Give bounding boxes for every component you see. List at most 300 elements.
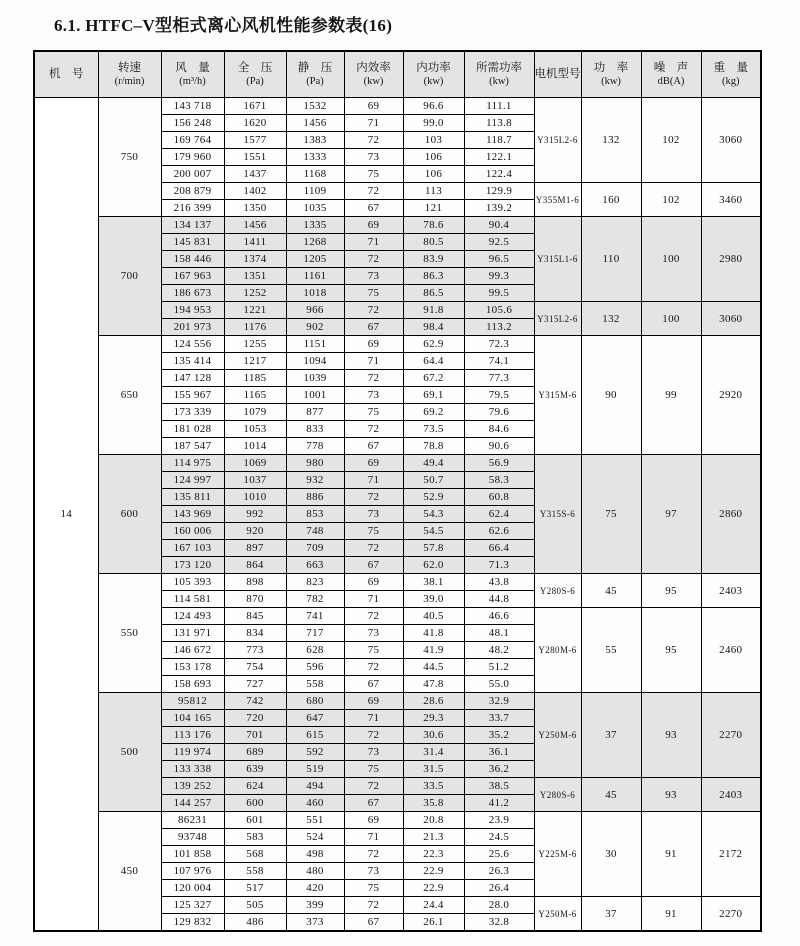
required-power-cell: 58.3 <box>464 472 534 489</box>
col-header-unit: (kw) <box>363 76 384 88</box>
internal-power-cell: 86.3 <box>403 268 464 285</box>
internal-power-cell: 78.6 <box>403 217 464 234</box>
total-pressure-cell: 727 <box>224 676 286 693</box>
air-volume-cell: 173 120 <box>161 557 224 574</box>
required-power-cell: 32.9 <box>464 693 534 710</box>
motor-power-cell: 132 <box>581 98 641 183</box>
required-power-cell: 43.8 <box>464 574 534 591</box>
internal-efficiency-cell: 72 <box>344 183 403 200</box>
table-body <box>34 98 761 932</box>
internal-efficiency-cell: 69 <box>344 217 403 234</box>
internal-efficiency-cell: 71 <box>344 115 403 132</box>
speed-cell: 750 <box>98 98 161 217</box>
required-power-cell: 66.4 <box>464 540 534 557</box>
static-pressure-cell: 647 <box>286 710 344 727</box>
required-power-cell: 33.7 <box>464 710 534 727</box>
total-pressure-cell: 568 <box>224 846 286 863</box>
total-pressure-cell: 558 <box>224 863 286 880</box>
motor-noise-cell: 99 <box>641 336 701 455</box>
static-pressure-cell: 596 <box>286 659 344 676</box>
total-pressure-cell: 1437 <box>224 166 286 183</box>
static-pressure-cell: 1151 <box>286 336 344 353</box>
col-header-internal-power <box>403 51 464 98</box>
air-volume-cell: 93748 <box>161 829 224 846</box>
required-power-cell: 113.2 <box>464 319 534 336</box>
internal-power-cell: 57.8 <box>403 540 464 557</box>
motor-power-cell: 90 <box>581 336 641 455</box>
internal-efficiency-cell: 75 <box>344 880 403 897</box>
internal-power-cell: 31.5 <box>403 761 464 778</box>
motor-noise-cell: 91 <box>641 812 701 897</box>
speed-cell: 700 <box>98 217 161 336</box>
table-row <box>34 98 761 115</box>
internal-power-cell: 69.1 <box>403 387 464 404</box>
air-volume-cell: 187 547 <box>161 438 224 455</box>
col-header-label: 内效率 <box>356 61 391 74</box>
required-power-cell: 23.9 <box>464 812 534 829</box>
total-pressure-cell: 1185 <box>224 370 286 387</box>
internal-efficiency-cell: 72 <box>344 251 403 268</box>
total-pressure-cell: 742 <box>224 693 286 710</box>
internal-power-cell: 54.5 <box>403 523 464 540</box>
total-pressure-cell: 1671 <box>224 98 286 115</box>
motor-power-cell: 37 <box>581 897 641 932</box>
required-power-cell: 122.4 <box>464 166 534 183</box>
internal-power-cell: 21.3 <box>403 829 464 846</box>
internal-efficiency-cell: 73 <box>344 863 403 880</box>
header-row <box>34 51 761 98</box>
internal-efficiency-cell: 72 <box>344 897 403 914</box>
required-power-cell: 62.4 <box>464 506 534 523</box>
internal-efficiency-cell: 71 <box>344 472 403 489</box>
internal-power-cell: 47.8 <box>403 676 464 693</box>
motor-noise-cell: 97 <box>641 455 701 574</box>
internal-power-cell: 62.9 <box>403 336 464 353</box>
required-power-cell: 48.2 <box>464 642 534 659</box>
air-volume-cell: 158 446 <box>161 251 224 268</box>
total-pressure-cell: 1221 <box>224 302 286 319</box>
total-pressure-cell: 1053 <box>224 421 286 438</box>
internal-power-cell: 24.4 <box>403 897 464 914</box>
air-volume-cell: 200 007 <box>161 166 224 183</box>
internal-efficiency-cell: 72 <box>344 489 403 506</box>
motor-power-cell: 45 <box>581 574 641 608</box>
static-pressure-cell: 1018 <box>286 285 344 302</box>
internal-power-cell: 67.2 <box>403 370 464 387</box>
air-volume-cell: 169 764 <box>161 132 224 149</box>
static-pressure-cell: 680 <box>286 693 344 710</box>
air-volume-cell: 139 252 <box>161 778 224 795</box>
air-volume-cell: 144 257 <box>161 795 224 812</box>
required-power-cell: 72.3 <box>464 336 534 353</box>
static-pressure-cell: 1383 <box>286 132 344 149</box>
col-header-unit: (r/min) <box>114 76 145 88</box>
static-pressure-cell: 966 <box>286 302 344 319</box>
static-pressure-cell: 1205 <box>286 251 344 268</box>
internal-power-cell: 73.5 <box>403 421 464 438</box>
internal-efficiency-cell: 71 <box>344 353 403 370</box>
col-header-weight <box>701 51 761 98</box>
total-pressure-cell: 1620 <box>224 115 286 132</box>
air-volume-cell: 143 718 <box>161 98 224 115</box>
speed-cell: 500 <box>98 693 161 812</box>
col-header-power <box>581 51 641 98</box>
internal-power-cell: 20.8 <box>403 812 464 829</box>
required-power-cell: 96.5 <box>464 251 534 268</box>
col-header-unit: dB(A) <box>657 76 685 88</box>
motor-weight-cell: 2172 <box>701 812 761 897</box>
static-pressure-cell: 1456 <box>286 115 344 132</box>
air-volume-cell: 133 338 <box>161 761 224 778</box>
total-pressure-cell: 1411 <box>224 234 286 251</box>
air-volume-cell: 147 128 <box>161 370 224 387</box>
motor-noise-cell: 93 <box>641 693 701 778</box>
total-pressure-cell: 920 <box>224 523 286 540</box>
total-pressure-cell: 845 <box>224 608 286 625</box>
required-power-cell: 44.8 <box>464 591 534 608</box>
internal-efficiency-cell: 75 <box>344 523 403 540</box>
static-pressure-cell: 558 <box>286 676 344 693</box>
machine-no-cell: 14 <box>34 98 98 932</box>
air-volume-cell: 124 493 <box>161 608 224 625</box>
required-power-cell: 90.4 <box>464 217 534 234</box>
total-pressure-cell: 1037 <box>224 472 286 489</box>
col-header-label: 机 号 <box>49 68 84 81</box>
col-header-speed <box>98 51 161 98</box>
motor-model-cell: Y315L1-6 <box>534 217 581 302</box>
col-header-label: 所需功率 <box>476 61 522 74</box>
total-pressure-cell: 583 <box>224 829 286 846</box>
internal-power-cell: 54.3 <box>403 506 464 523</box>
static-pressure-cell: 399 <box>286 897 344 914</box>
total-pressure-cell: 1165 <box>224 387 286 404</box>
table-row <box>34 574 761 591</box>
air-volume-cell: 131 971 <box>161 625 224 642</box>
col-header-label: 电机型号 <box>534 68 581 81</box>
speed-cell: 650 <box>98 336 161 455</box>
col-header-label: 噪 声 <box>653 61 689 74</box>
static-pressure-cell: 1094 <box>286 353 344 370</box>
motor-power-cell: 110 <box>581 217 641 302</box>
static-pressure-cell: 886 <box>286 489 344 506</box>
motor-model-cell: Y315M-6 <box>534 336 581 455</box>
air-volume-cell: 201 973 <box>161 319 224 336</box>
internal-power-cell: 86.5 <box>403 285 464 302</box>
speed-cell: 550 <box>98 574 161 693</box>
col-header-motor-model <box>534 51 581 98</box>
total-pressure-cell: 486 <box>224 914 286 932</box>
col-header-unit: (kw) <box>601 76 621 88</box>
motor-weight-cell: 3060 <box>701 302 761 336</box>
static-pressure-cell: 494 <box>286 778 344 795</box>
motor-weight-cell: 3060 <box>701 98 761 183</box>
required-power-cell: 74.1 <box>464 353 534 370</box>
air-volume-cell: 135 811 <box>161 489 224 506</box>
total-pressure-cell: 517 <box>224 880 286 897</box>
required-power-cell: 26.3 <box>464 863 534 880</box>
total-pressure-cell: 1374 <box>224 251 286 268</box>
total-pressure-cell: 870 <box>224 591 286 608</box>
motor-power-cell: 132 <box>581 302 641 336</box>
col-header-static-pressure <box>286 51 344 98</box>
motor-weight-cell: 2460 <box>701 608 761 693</box>
motor-power-cell: 30 <box>581 812 641 897</box>
air-volume-cell: 107 976 <box>161 863 224 880</box>
total-pressure-cell: 1010 <box>224 489 286 506</box>
internal-efficiency-cell: 73 <box>344 149 403 166</box>
internal-power-cell: 22.9 <box>403 863 464 880</box>
motor-power-cell: 75 <box>581 455 641 574</box>
total-pressure-cell: 1456 <box>224 217 286 234</box>
internal-efficiency-cell: 72 <box>344 778 403 795</box>
internal-power-cell: 78.8 <box>403 438 464 455</box>
motor-noise-cell: 91 <box>641 897 701 932</box>
required-power-cell: 25.6 <box>464 846 534 863</box>
col-header-label: 内功率 <box>416 61 451 74</box>
required-power-cell: 118.7 <box>464 132 534 149</box>
motor-weight-cell: 2920 <box>701 336 761 455</box>
static-pressure-cell: 1161 <box>286 268 344 285</box>
internal-power-cell: 30.6 <box>403 727 464 744</box>
static-pressure-cell: 877 <box>286 404 344 421</box>
total-pressure-cell: 1577 <box>224 132 286 149</box>
motor-noise-cell: 102 <box>641 183 701 217</box>
internal-power-cell: 50.7 <box>403 472 464 489</box>
col-header-internal-efficiency <box>344 51 403 98</box>
air-volume-cell: 216 399 <box>161 200 224 217</box>
total-pressure-cell: 505 <box>224 897 286 914</box>
required-power-cell: 122.1 <box>464 149 534 166</box>
required-power-cell: 79.6 <box>464 404 534 421</box>
required-power-cell: 41.2 <box>464 795 534 812</box>
air-volume-cell: 95812 <box>161 693 224 710</box>
internal-power-cell: 83.9 <box>403 251 464 268</box>
internal-efficiency-cell: 69 <box>344 574 403 591</box>
internal-power-cell: 98.4 <box>403 319 464 336</box>
internal-efficiency-cell: 72 <box>344 132 403 149</box>
air-volume-cell: 124 997 <box>161 472 224 489</box>
internal-efficiency-cell: 73 <box>344 387 403 404</box>
internal-power-cell: 49.4 <box>403 455 464 472</box>
total-pressure-cell: 1252 <box>224 285 286 302</box>
internal-power-cell: 29.3 <box>403 710 464 727</box>
required-power-cell: 35.2 <box>464 727 534 744</box>
air-volume-cell: 160 006 <box>161 523 224 540</box>
total-pressure-cell: 689 <box>224 744 286 761</box>
internal-efficiency-cell: 75 <box>344 404 403 421</box>
required-power-cell: 60.8 <box>464 489 534 506</box>
total-pressure-cell: 1402 <box>224 183 286 200</box>
static-pressure-cell: 1168 <box>286 166 344 183</box>
internal-efficiency-cell: 73 <box>344 268 403 285</box>
internal-power-cell: 121 <box>403 200 464 217</box>
col-header-label: 全 压 <box>237 61 273 74</box>
motor-model-cell: Y315S-6 <box>534 455 581 574</box>
motor-noise-cell: 100 <box>641 217 701 302</box>
motor-weight-cell: 2270 <box>701 693 761 778</box>
required-power-cell: 99.5 <box>464 285 534 302</box>
air-volume-cell: 104 165 <box>161 710 224 727</box>
motor-model-cell: Y250M-6 <box>534 693 581 778</box>
air-volume-cell: 129 832 <box>161 914 224 932</box>
air-volume-cell: 194 953 <box>161 302 224 319</box>
static-pressure-cell: 1532 <box>286 98 344 115</box>
internal-power-cell: 99.0 <box>403 115 464 132</box>
total-pressure-cell: 1176 <box>224 319 286 336</box>
internal-efficiency-cell: 67 <box>344 319 403 336</box>
total-pressure-cell: 864 <box>224 557 286 574</box>
required-power-cell: 105.6 <box>464 302 534 319</box>
required-power-cell: 99.3 <box>464 268 534 285</box>
col-header-total-pressure <box>224 51 286 98</box>
static-pressure-cell: 628 <box>286 642 344 659</box>
internal-power-cell: 96.6 <box>403 98 464 115</box>
motor-weight-cell: 2403 <box>701 778 761 812</box>
required-power-cell: 77.3 <box>464 370 534 387</box>
internal-power-cell: 62.0 <box>403 557 464 574</box>
static-pressure-cell: 709 <box>286 540 344 557</box>
required-power-cell: 38.5 <box>464 778 534 795</box>
required-power-cell: 46.6 <box>464 608 534 625</box>
static-pressure-cell: 782 <box>286 591 344 608</box>
speed-cell: 600 <box>98 455 161 574</box>
total-pressure-cell: 600 <box>224 795 286 812</box>
internal-efficiency-cell: 69 <box>344 812 403 829</box>
motor-noise-cell: 100 <box>641 302 701 336</box>
air-volume-cell: 124 556 <box>161 336 224 353</box>
static-pressure-cell: 741 <box>286 608 344 625</box>
total-pressure-cell: 773 <box>224 642 286 659</box>
internal-efficiency-cell: 69 <box>344 98 403 115</box>
internal-power-cell: 28.6 <box>403 693 464 710</box>
static-pressure-cell: 524 <box>286 829 344 846</box>
internal-power-cell: 38.1 <box>403 574 464 591</box>
required-power-cell: 62.6 <box>464 523 534 540</box>
static-pressure-cell: 1039 <box>286 370 344 387</box>
internal-efficiency-cell: 75 <box>344 285 403 302</box>
required-power-cell: 55.0 <box>464 676 534 693</box>
motor-weight-cell: 2403 <box>701 574 761 608</box>
performance-table <box>33 50 762 932</box>
air-volume-cell: 143 969 <box>161 506 224 523</box>
motor-power-cell: 55 <box>581 608 641 693</box>
col-header-label: 转速 <box>118 61 141 74</box>
required-power-cell: 92.5 <box>464 234 534 251</box>
required-power-cell: 36.1 <box>464 744 534 761</box>
internal-power-cell: 113 <box>403 183 464 200</box>
static-pressure-cell: 460 <box>286 795 344 812</box>
col-header-unit: (kw) <box>489 76 509 88</box>
internal-efficiency-cell: 73 <box>344 506 403 523</box>
static-pressure-cell: 778 <box>286 438 344 455</box>
required-power-cell: 84.6 <box>464 421 534 438</box>
internal-power-cell: 106 <box>403 149 464 166</box>
col-header-label: 功 率 <box>593 61 629 74</box>
motor-noise-cell: 95 <box>641 574 701 608</box>
table-row <box>34 336 761 353</box>
air-volume-cell: 153 178 <box>161 659 224 676</box>
motor-model-cell: Y280S-6 <box>534 778 581 812</box>
internal-efficiency-cell: 71 <box>344 234 403 251</box>
required-power-cell: 139.2 <box>464 200 534 217</box>
table-row <box>34 812 761 829</box>
static-pressure-cell: 663 <box>286 557 344 574</box>
motor-model-cell: Y315L2-6 <box>534 302 581 336</box>
total-pressure-cell: 624 <box>224 778 286 795</box>
static-pressure-cell: 853 <box>286 506 344 523</box>
static-pressure-cell: 480 <box>286 863 344 880</box>
air-volume-cell: 120 004 <box>161 880 224 897</box>
internal-power-cell: 52.9 <box>403 489 464 506</box>
total-pressure-cell: 834 <box>224 625 286 642</box>
internal-efficiency-cell: 75 <box>344 642 403 659</box>
internal-power-cell: 80.5 <box>403 234 464 251</box>
table-header <box>34 51 761 98</box>
static-pressure-cell: 519 <box>286 761 344 778</box>
static-pressure-cell: 1268 <box>286 234 344 251</box>
static-pressure-cell: 373 <box>286 914 344 932</box>
internal-efficiency-cell: 72 <box>344 421 403 438</box>
internal-power-cell: 22.3 <box>403 846 464 863</box>
required-power-cell: 113.8 <box>464 115 534 132</box>
internal-efficiency-cell: 69 <box>344 336 403 353</box>
col-header-label: 重 量 <box>713 61 748 74</box>
internal-power-cell: 39.0 <box>403 591 464 608</box>
col-header-machine-no <box>34 51 98 98</box>
internal-power-cell: 41.8 <box>403 625 464 642</box>
static-pressure-cell: 980 <box>286 455 344 472</box>
internal-power-cell: 69.2 <box>403 404 464 421</box>
internal-efficiency-cell: 75 <box>344 761 403 778</box>
required-power-cell: 56.9 <box>464 455 534 472</box>
internal-power-cell: 35.8 <box>403 795 464 812</box>
required-power-cell: 48.1 <box>464 625 534 642</box>
static-pressure-cell: 932 <box>286 472 344 489</box>
static-pressure-cell: 498 <box>286 846 344 863</box>
motor-model-cell: Y280M-6 <box>534 608 581 693</box>
col-header-unit: (Pa) <box>246 76 264 88</box>
air-volume-cell: 86231 <box>161 812 224 829</box>
air-volume-cell: 173 339 <box>161 404 224 421</box>
required-power-cell: 32.8 <box>464 914 534 932</box>
internal-power-cell: 64.4 <box>403 353 464 370</box>
static-pressure-cell: 1001 <box>286 387 344 404</box>
air-volume-cell: 179 960 <box>161 149 224 166</box>
air-volume-cell: 155 967 <box>161 387 224 404</box>
col-header-unit: (Pa) <box>306 76 324 88</box>
total-pressure-cell: 992 <box>224 506 286 523</box>
static-pressure-cell: 420 <box>286 880 344 897</box>
static-pressure-cell: 1035 <box>286 200 344 217</box>
static-pressure-cell: 833 <box>286 421 344 438</box>
static-pressure-cell: 823 <box>286 574 344 591</box>
internal-power-cell: 40.5 <box>403 608 464 625</box>
internal-efficiency-cell: 67 <box>344 795 403 812</box>
total-pressure-cell: 639 <box>224 761 286 778</box>
required-power-cell: 129.9 <box>464 183 534 200</box>
motor-weight-cell: 2270 <box>701 897 761 932</box>
internal-efficiency-cell: 72 <box>344 659 403 676</box>
air-volume-cell: 114 581 <box>161 591 224 608</box>
air-volume-cell: 167 103 <box>161 540 224 557</box>
internal-efficiency-cell: 71 <box>344 710 403 727</box>
air-volume-cell: 167 963 <box>161 268 224 285</box>
motor-power-cell: 160 <box>581 183 641 217</box>
total-pressure-cell: 1350 <box>224 200 286 217</box>
internal-efficiency-cell: 67 <box>344 914 403 932</box>
air-volume-cell: 101 858 <box>161 846 224 863</box>
required-power-cell: 28.0 <box>464 897 534 914</box>
